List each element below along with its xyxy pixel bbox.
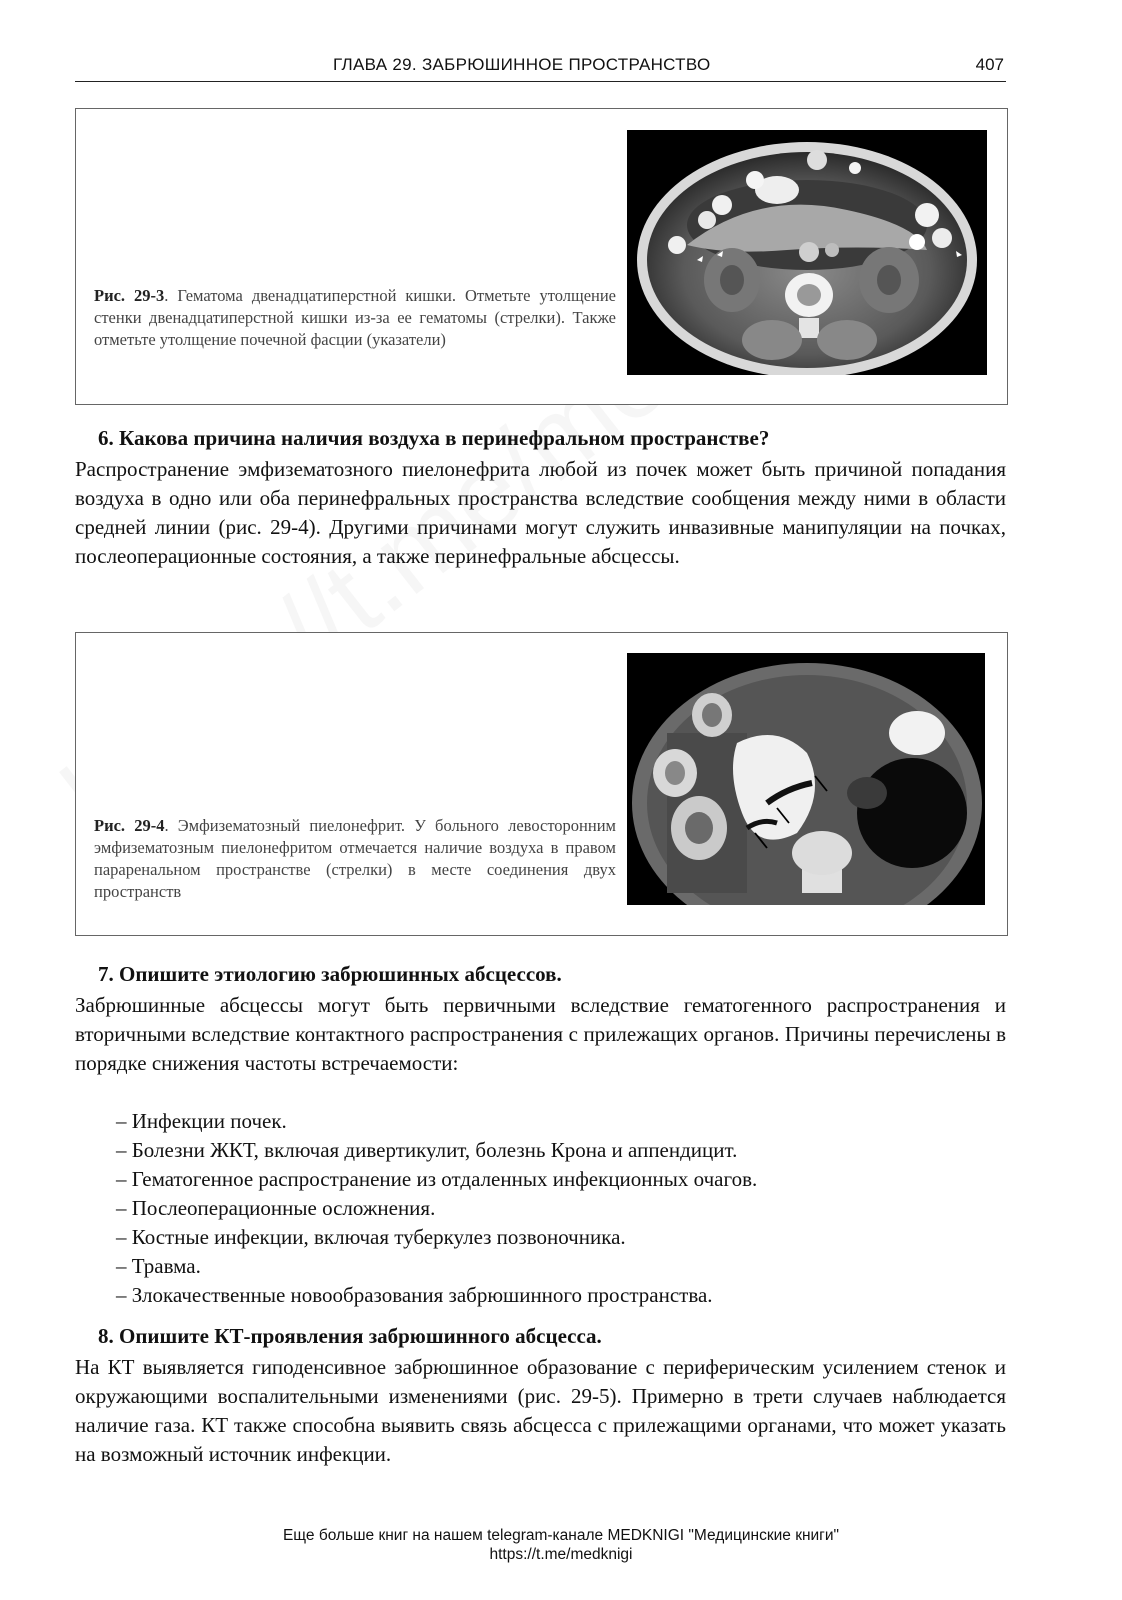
answer-7: Забрюшинные абсцессы могут быть первичными вследствие гематогенного распространения и вторичными вследствие контактного распространения с прилежащих органов. Причины перечислены в порядке снижения частоты встречаемости:: [75, 993, 1006, 1075]
question-7: 7. Опишите этиологию забрюшинных абсцессов.: [98, 962, 562, 986]
ct-scan-image: [627, 653, 985, 905]
ct-scan-duodenal-hematoma: [627, 130, 987, 375]
ct-scan-emphysematous-pyelonephritis: [627, 653, 985, 905]
list-item: – Болезни ЖКТ, включая дивертикулит, болезнь Крона и аппендицит.: [116, 1138, 738, 1162]
question-8: 8. Опишите КТ-проявления забрюшинного абсцесса.: [98, 1324, 602, 1348]
list-item: – Костные инфекции, включая туберкулез позвоночника.: [116, 1225, 626, 1249]
list-item: – Травма.: [116, 1254, 201, 1278]
causes-list: [116, 1107, 757, 1310]
chapter-title: ГЛАВА 29. ЗАБРЮШИННОЕ ПРОСТРАНСТВО: [333, 55, 711, 74]
list-item: – Послеоперационные осложнения.: [116, 1196, 436, 1220]
answer-8: На КТ выявляется гиподенсивное забрюшинное образование с периферическим усилением стенок и окружающими воспалительными изменениями (рис. 29-5). Примерно в трети случаев наблюдается наличие газа. КТ также способна выявить связь абсцесса с прилежащими органами, что может указать на возможный источник инфекции.: [75, 1355, 1006, 1466]
figure-caption: [94, 285, 616, 351]
answer-6: Распространение эмфизематозного пиелонефрита любой из почек может быть причиной попадания воздуха в одно или оба перинефральных пространства вследствие сообщения между ними в области средней линии (рис. 29-4). Другими причинами могут служить инвазивные манипуляции на почках, послеоперационные состояния, а также перинефральные абсцессы.: [75, 457, 1006, 568]
footer-promo: Еще больше книг на нашем telegram-канале MEDKNIGI "Медицинские книги": [282, 1527, 840, 1544]
figure-29-3: [75, 108, 1008, 405]
figure-caption-text: . Гематома двенадцатиперстной кишки. Отметьте утолщение стенки двенадцатиперстной кишки из-за ее гематомы (стрелки). Также отметьте утолщение почечной фасции (указатели): [94, 286, 617, 349]
list-item: – Злокачественные новообразования забрюшинного пространства.: [116, 1283, 713, 1307]
page-number: 407: [975, 55, 1004, 74]
page-header: [75, 55, 1006, 82]
figure-caption-text: . Эмфизематозный пиелонефрит. У больного левосторонним эмфизематозным пиелонефритом отмечается наличие воздуха в правом параренальном пространстве (стрелки) в месте соединения двух пространств: [94, 816, 616, 901]
list-item: – Гематогенное распространение из отдаленных инфекционных очагов.: [116, 1167, 758, 1191]
figure-29-4: [75, 632, 1008, 936]
figure-label: Рис. 29-3: [94, 286, 165, 305]
footer-link[interactable]: https://t.me/medknigi: [489, 1546, 633, 1563]
list-item: – Инфекции почек.: [116, 1109, 287, 1133]
question-6: 6. Какова причина наличия воздуха в перинефральном пространстве?: [98, 426, 770, 450]
ct-scan-image: [627, 130, 987, 375]
figure-caption: [94, 815, 616, 903]
figure-label: Рис. 29-4: [94, 816, 165, 835]
